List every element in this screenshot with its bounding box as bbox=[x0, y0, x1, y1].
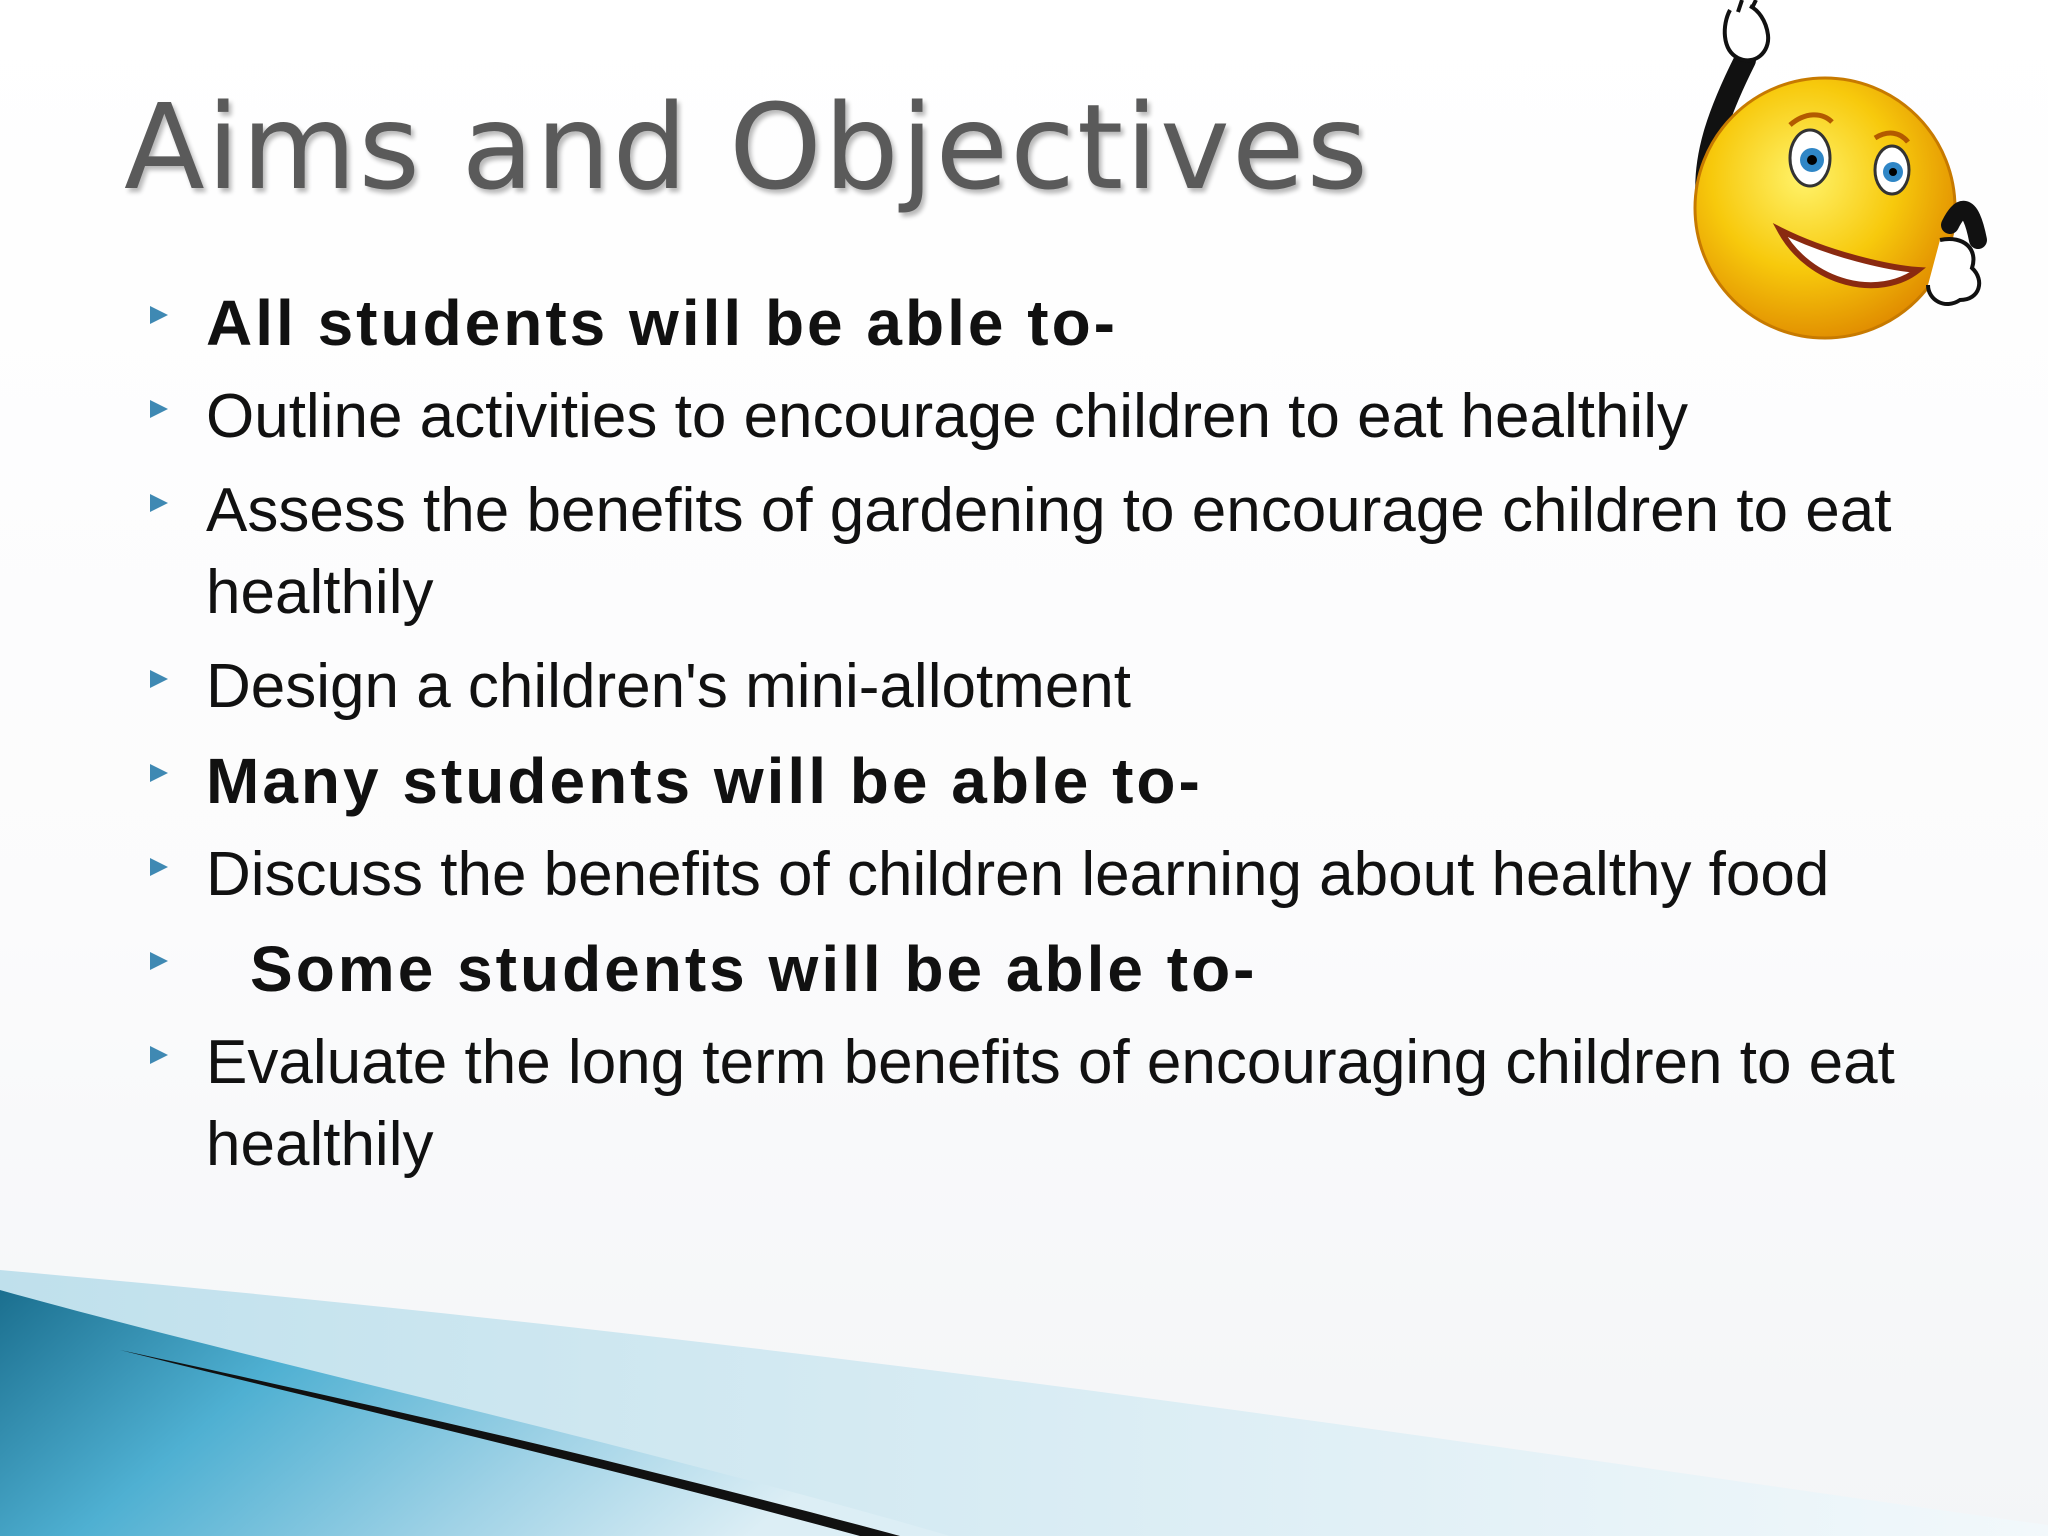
bullet-text: Design a children's mini-allotment bbox=[206, 652, 1132, 721]
bullet-text: Evaluate the long term benefits of encouraging children to eat healthily bbox=[206, 1028, 1895, 1179]
bullet-item bbox=[148, 1022, 1908, 1186]
bullet-text: Discuss the benefits of children learning about healthy food bbox=[206, 840, 1830, 909]
triangle-bullet-icon bbox=[150, 1046, 168, 1064]
bullet-item bbox=[148, 928, 1908, 1010]
bullet-item bbox=[148, 740, 1908, 822]
bullet-item bbox=[148, 470, 1908, 634]
blue-swoosh-decoration bbox=[0, 1270, 2048, 1536]
triangle-bullet-icon bbox=[150, 306, 168, 324]
triangle-bullet-icon bbox=[150, 952, 168, 970]
triangle-bullet-icon bbox=[150, 764, 168, 782]
triangle-bullet-icon bbox=[150, 858, 168, 876]
triangle-bullet-icon bbox=[150, 670, 168, 688]
bullet-item bbox=[148, 834, 1908, 916]
bullet-item bbox=[148, 376, 1908, 458]
bullet-text: Many students will be able to- bbox=[206, 745, 1203, 817]
slide-title: Aims and Objectives bbox=[124, 78, 1370, 216]
triangle-bullet-icon bbox=[150, 400, 168, 418]
triangle-bullet-icon bbox=[150, 494, 168, 512]
bullet-text: Some students will be able to- bbox=[250, 933, 1258, 1005]
bullet-item bbox=[148, 646, 1908, 728]
bullet-text: Assess the benefits of gardening to encourage children to eat healthily bbox=[206, 476, 1892, 627]
bullet-item bbox=[148, 282, 1908, 364]
bullet-text: All students will be able to- bbox=[206, 287, 1118, 359]
smiley-face-icon bbox=[1660, 0, 1990, 360]
bullet-list bbox=[148, 282, 1908, 1198]
bullet-text: Outline activities to encourage children to eat healthily bbox=[206, 382, 1688, 451]
